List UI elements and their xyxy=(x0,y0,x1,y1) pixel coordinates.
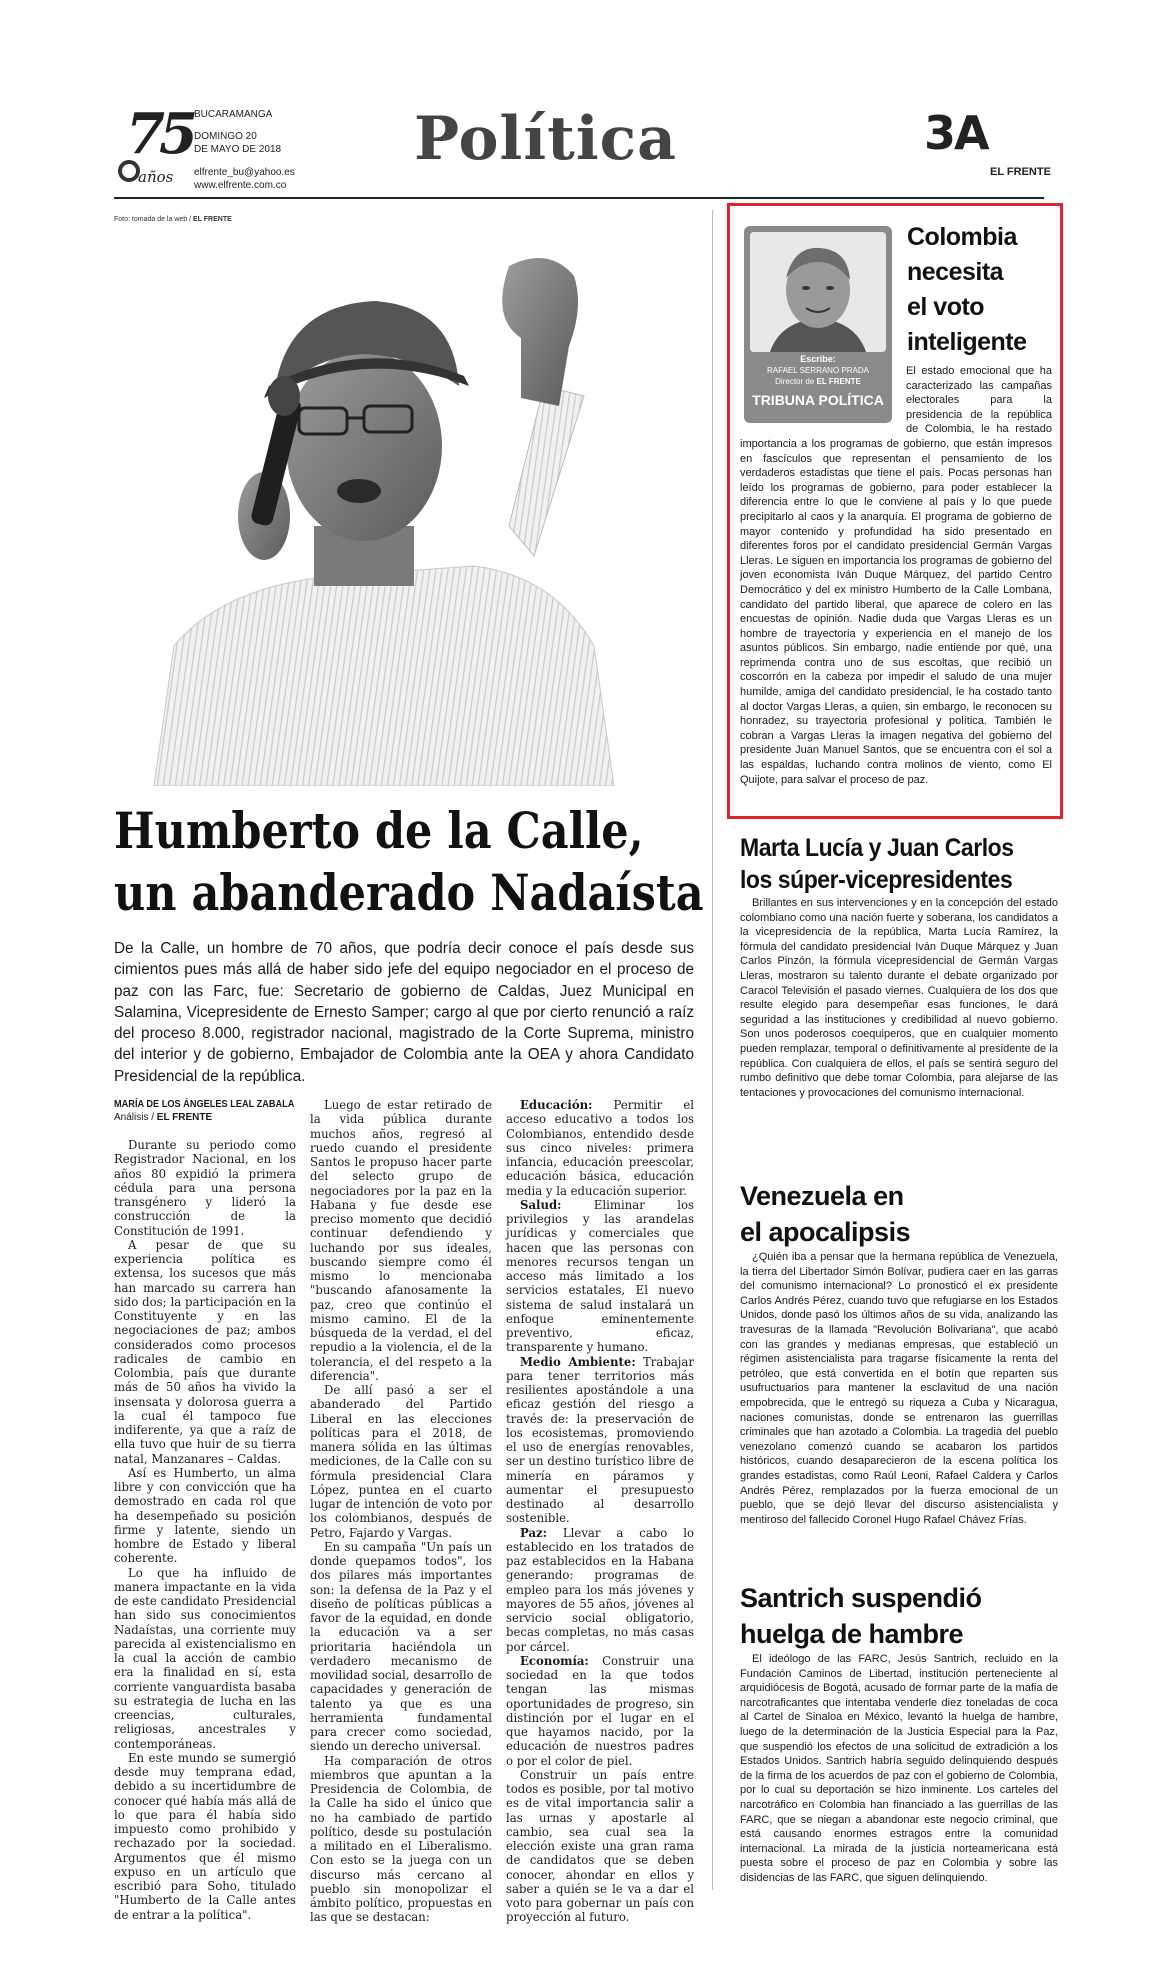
col3-label: Economía: xyxy=(520,1653,589,1668)
col3-paragraph xyxy=(506,1768,694,1925)
box-author-role-paper: EL FRENTE xyxy=(816,377,861,386)
candidate-photo xyxy=(114,226,704,786)
col1-paragraph: En este mundo se sumergió desde muy temprana edad, debido a su incertidumbre de conocer qué había más allá de lo que para él había sido impuesto como prohibido y rechazado por la sociedad. Argumentos que él mismo expuso en un artículo que escribió para Soho, titulado "Humberto de la Calle antes de entrar a la política". xyxy=(114,1750,296,1922)
author-role-label: Análisis / xyxy=(114,1112,155,1123)
col3-text: Llevar a cabo lo establecido en los tratados de paz establecidos en la Habana generando: programas de empleo para los más jóvenes y mayores de 55 años, jóvenes al servicio social obligatorio, becas completas, no más casas por cárcel. xyxy=(506,1525,694,1654)
col3-label: Paz: xyxy=(520,1525,547,1540)
side-article-text xyxy=(740,1250,1058,1527)
col3-paragraph xyxy=(506,1098,694,1198)
col3-text: Eliminar los privilegios y las arandelas jurídicas y comerciales que hacen que las personas con menores recursos tengan un acceso más limitado a los servicios estatales, El nuevo sistema de salud instalará un enfoque eminentemente preventivo, eficaz, transparente y humano. xyxy=(506,1197,694,1355)
city-label: BUCARAMANGA xyxy=(194,109,273,120)
side-paragraph: Brillantes en sus intervenciones y en la concepción del estado colombiano como una nación fuerte y soberana, los candidatos a la vicepresidencia de la república, Marta Lucía Ramírez, la fórmula del candidato presidencial Iván Duque Márquez y Juan Carlos Pinzón, la fórmula vicepresidencial de Germán Vargas Lleras, mostraron su talento durante el debate organizado por Caracol Televisión el pasado viernes. Cualquiera de los dos que resulte elegido para desempeñar esas funciones, le dará seguridad a las instituciones y credibilidad al nuevo gobierno. Son unos poderosos coequiperos, que en cualquier momento pueden remplazar, temporal o definitivamente al presidente de la república. Con cualquiera de ellos, el país se sentirá seguro del rumbo definitivo que debe tomar Colombia, para alejarse de las tentaciones y provocaciones del comunismo internacional. xyxy=(740,897,1058,1099)
main-headline xyxy=(114,800,714,924)
website-label: www.elfrente.com.co xyxy=(194,180,287,191)
col3-text: Construir una sociedad en la que todos tengan las mismas oportunidades de progreso, sin distinción por el lugar en el que hayamos nacido, por la educación de nuestros padres o por el color de piel. xyxy=(506,1653,694,1768)
photo-credit-source: EL FRENTE xyxy=(193,216,232,223)
opinion-box xyxy=(727,203,1063,819)
author-name: MARÍA DE LOS ÁNGELES LEAL ZABALA xyxy=(114,1099,295,1110)
side-article-text xyxy=(740,1652,1058,1886)
byline xyxy=(114,1098,304,1124)
tribuna-label: TRIBUNA POLÍTICA xyxy=(752,392,884,408)
side-article-title: huelga de hambre xyxy=(740,1619,964,1649)
page-number: 3A xyxy=(924,106,988,160)
opinion-title-line: el voto xyxy=(907,293,985,321)
writes-label: Escribe: xyxy=(800,354,836,364)
date-line1: DOMINGO 20 xyxy=(194,131,257,142)
side-article-text xyxy=(740,896,1058,1100)
side-article xyxy=(740,1178,1058,1527)
opinion-title-line: necesita xyxy=(907,258,1004,286)
article-column-2 xyxy=(310,1098,492,1925)
col1-paragraph: Durante su periodo como Registrador Nacional, en los años 80 expidió la primera cédula para una persona transgénero y lideró la construcción de la Constitución de 1991. xyxy=(114,1138,296,1238)
opinion-text-wrap xyxy=(740,356,1052,787)
side-article-title: el apocalipsis xyxy=(740,1217,911,1247)
col2-paragraph: Ha comparación de otros miembros que apuntan a la Presidencia de Colombia, de la Calle ha sido el único que no ha cambiado de partido político, desde su postulación a militado en el Liberalismo. Con esto se la juega con un discurso más cercano al pueblo sin monopolizar el ámbito político, propuestas en las que se destacan: xyxy=(310,1753,492,1925)
box-author-name: RAFAEL SERRANO PRADA xyxy=(767,366,869,375)
col3-paragraph xyxy=(506,1526,694,1654)
article-column-3 xyxy=(506,1098,694,1925)
column-divider xyxy=(712,210,713,1890)
article-column-1 xyxy=(114,1138,296,1922)
col3-paragraph xyxy=(506,1654,694,1768)
col2-paragraph: En su campaña "Un país un donde quepamos todos", los dos pilares más importantes son: la defensa de la Paz y el diseño de políticas públicas a favor de la equidad, en donde la educación va a ser prioritaria haciéndola un verdadero mecanismo de movilidad social, desarrollo de capacidades y generación de talento ya que es una herramienta fundamental para crecer como sociedad, siendo un derecho universal. xyxy=(310,1539,492,1754)
header-rule xyxy=(114,197,1044,199)
col3-paragraph xyxy=(506,1198,694,1355)
col2-paragraph: Luego de estar retirado de la vida pública durante muchos años, regresó al ruedo cuando el presidente Santos le propuso hacer parte del selecto grupo de negociadores por la paz en la Habana y fue desde ese preciso momento que decidió continuar defendiendo y luchando por sus ideales, buscando siempre como él mismo lo mencionaba "buscando afanosamente la paz, creo que continúo el mismo camino. El de la búsqueda de la verdad, el del repudio a la violencia, el de la tolerancia, el del respeto a la diferencia". xyxy=(310,1098,492,1383)
side-article-title: los súper-vicepresidentes xyxy=(740,866,1013,894)
col3-label: Educación: xyxy=(520,1098,593,1112)
section-title: Política xyxy=(414,104,678,174)
headline-line1: Humberto de la Calle, xyxy=(114,801,644,860)
box-author-role-prefix: Director de xyxy=(775,377,815,386)
float-spacer xyxy=(740,356,906,428)
lead-paragraph: De la Calle, un hombre de 70 años, que podría decir conoce el país desde sus cimientos pues más allá de haber sido jefe del equipo negociador en el proceso de paz con las Farc, fue: Secretario de gobierno de Caldas, Juez Municipal en Salamina, Vicepresidente de Ernesto Samper; cargo al que por cierto renunció a raíz del proceso 8.000, registrador nacional, magistrado de la Corte Suprema, ministro del interior y de gobierno, Embajador de Colombia ante la OEA y ahora Candidato Presidencial de la república. xyxy=(114,940,694,1085)
opinion-title xyxy=(907,220,1057,360)
photo-credit xyxy=(114,216,232,223)
col1-paragraph: Lo que ha influido de manera impactante en la vida de este candidato Presidencial han sido sus conocimientos Nadaístas, una corriente muy parecida al existencialismo en la cual la acción de cambio era la finalidad en sí, esta corriente vanguardista basaba su estrategia de lucha en las creencias, culturales, religiosas, ancestrales y contemporáneas. xyxy=(114,1565,296,1751)
side-paragraph: ¿Quién iba a pensar que la hermana república de Venezuela, la tierra del Libertador Simón Bolívar, pudiera caer en las garras del comunismo internacional? Lo pronosticó el ex presidente Carlos Andrés Pérez, cuando tuvo que refugiarse en los Estados Unidos, donde pasó los últimos años de su vida, analizando las travesuras de la llamada "Revolución Bolivariana", que acabó con las grandes y medianas empresas, que estableció un régimen asistencialista para tragarse físicamente la renta del petróleo, que está convertida en el botín que reparten sus usufructuarios para mantener la esclavitud de una nación empobrecida, que le entregó su riqueza a Cuba y Nicaragua, naciones comunistas, donde se entrenaron las guerrillas criminales que han azotado a Colombia. La tragedia del pueblo venezolano comenzó cuando se acabaron los partidos históricos, cuando desaparecieron de la escena política los grandes estadistas, como Raúl Leoni, Rafael Caldera y Carlos Andrés Pérez, remplazados por la fuerza emocional de un pueblo, que se dejó llevar del discurso asistencialista y mentiroso del fallecido Coronel Hugo Rafael Chávez Frías. xyxy=(740,1251,1058,1526)
side-article-title: Santrich suspendió xyxy=(740,1583,982,1613)
author-portrait xyxy=(750,232,886,352)
anniversary-logo xyxy=(114,101,192,190)
side-article-title: Venezuela en xyxy=(740,1181,904,1211)
masthead xyxy=(0,0,1158,200)
opinion-title-line: Colombia xyxy=(907,223,1017,251)
logo-word: años xyxy=(138,168,174,186)
opinion-text: El estado emocional que ha caracterizado las campañas electorales para la presidencia de la república de Colombia, le ha restado importancia a los programas de gobierno, que están impresos en fascículos que representan el pensamiento de los verdaderos estadistas que tiene el país. Pocas personas han leído los programas de gobierno, para poder establecer la diferencia entre lo que le conviene al país y lo que puede precipitarlo al caos y la anarquía. El programa de gobierno de mayor contenido y profundidad ha sido presentado en diferentes foros por el candidato presidencial Germán Vargas Lleras. Le siguen en importancia los programas de gobierno del joven economista Iván Duque Márquez, del partido Centro Democrático y del ex ministro Humberto de la Calle Lombana, candidato del partido liberal, que aparece de colero en las encuestas de opinión. Nadie duda que Vargas Lleras es un hombre de trayectoria y experiencia en el manejo de los asuntos públicos. Sin embargo, nadie entiende por qué, una reprimenda contra uno de sus escoltas, que recibió un coscorrón en la cabeza por impedir el saludo de una mujer humilde, amiga del candidato presidencial, le ha costado tanto al doctor Vargas Lleras, a quien, sin embargo, le reconocen su honradez, su trayectoria profesional y política. También le cobran a Vargas Lleras la imagen negativa del gobierno del presidente Juan Manuel Santos, que se encuentra con el sol a las espaldas, luchando contra molinos de viento, como El Quijote, para salvar el proceso de paz. xyxy=(740,365,1052,786)
col3-paragraph xyxy=(506,1355,694,1526)
side-article xyxy=(740,832,1058,1100)
logo-number: 75 xyxy=(126,101,192,167)
side-article-title: Marta Lucía y Juan Carlos xyxy=(740,834,1014,862)
portrait-illustration xyxy=(750,232,886,352)
col1-paragraph: Así es Humberto, un alma libre y con convicción que ha demostrado en cada rol que ha desempeñado su posición firme y latente, siendo un hombre de Estado y liberal coherente. xyxy=(114,1465,296,1566)
headline-line2: un abanderado Nadaísta xyxy=(114,863,704,922)
opinion-title-line: inteligente xyxy=(907,328,1027,356)
col3-label: Medio Ambiente: xyxy=(520,1354,636,1369)
email-label: elfrente_bu@yahoo.es xyxy=(194,167,295,178)
side-article xyxy=(740,1580,1058,1886)
col2-paragraph: De allí pasó a ser el abanderado del Partido Liberal en las elecciones políticas para el 2018, de manera sólida en las últimas mediciones, de la Calle con su fórmula presidencial Clara López, puntea en el cuarto lugar de intención de voto por los colombianos, después de Petro, Fajardo y Vargas. xyxy=(310,1383,492,1540)
side-paragraph: El ideólogo de las FARC, Jesús Santrich, recluido en la Fundación Caminos de Libertad, institución perteneciente al arquidiócesis de Bogotá, acusado de formar parte de la mafia de narcotraficantes que intentaba venderle diez toneladas de coca al Cartel de Sinaloa en México, levantó la huelga de hambre, luego de la determinación de la Justicia Especial para la Paz, que suspendió los efectos de una solicitud de extradición a los Estados Unidos. Santrich habría seguido delinquiendo después de la firma de los acuerdos de paz con el gobierno de Colombia, por lo cual su deportación se hizo inminente. Los carteles del narcotráfico en Colombia han financiado a las guerrillas de las FARC, que se niegan a abandonar este negocio criminal, que está causando enormes estragos entre la comunidad internacional. La mirada de la justicia norteamericana está puesta sobre el proceso de paz en Colombia y sobre las disidencias de las FARC, que siguen delinquiendo. xyxy=(740,1653,1058,1884)
author-role xyxy=(114,1111,304,1124)
photo-credit-prefix: Foto: tomada de la web / xyxy=(114,216,192,223)
col3-text: Trabajar para tener territorios más resilientes apostándole a una eficaz gestión del riesgo a través de: la preservación de los ecosistemas, promoviendo el uso de energías renovables, ser un destino turístico libre de minería en páramos y aumentar el presupuesto destinado al desarrollo sostenible. xyxy=(506,1354,694,1526)
col3-label: Salud: xyxy=(520,1197,562,1212)
logo-circle-icon xyxy=(118,160,140,182)
col1-paragraph: A pesar de que su experiencia política es extensa, los sucesos que más han marcado su carrera han sido dos; la participación en la Constituyente y en las negociaciones de paz; ambos considerados como procesos radicales de cambio en Colombia, país que durante más de 50 años ha vivido la insensata y dolorosa guerra a la cual él tampoco fue indiferente, ya que a raíz de ella tuvo que huir de su tierra natal, Manzanares – Caldas. xyxy=(114,1237,296,1466)
col3-text: Construir un país entre todos es posible, por tal motivo es de vital importancia salir a las urnas y apostarle al cambio, sea cual sea la elección existe una gran rama de candidatos que se deben conocer, ahondar en ellos y saber a quién se le va a dar el voto para gobernar un país con proyección al futuro. xyxy=(506,1767,694,1925)
speaker-illustration xyxy=(114,226,704,786)
date-line2: DE MAYO DE 2018 xyxy=(194,144,282,155)
col3-text: Permitir el acceso educativo a todos los Colombianos, entendido desde sus cinco niveles: primera infancia, educación preescolar, educación básica, educación media y la educación superior. xyxy=(506,1098,694,1198)
author-paper: EL FRENTE xyxy=(156,1112,213,1123)
paper-name: EL FRENTE xyxy=(990,166,1051,178)
